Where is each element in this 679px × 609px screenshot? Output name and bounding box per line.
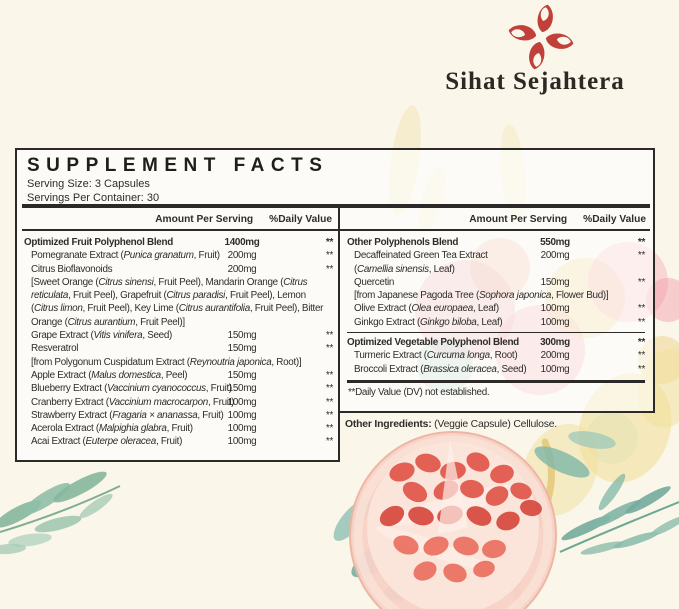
amount-cell: 200mg — [540, 350, 570, 362]
daily-value-header: %Daily Value — [269, 214, 332, 225]
ingredient-name: Olive Extract (Olea europaea, Leaf) — [354, 303, 499, 315]
ingredient-row — [347, 302, 645, 315]
ingredient-name: Strawberry Extract (Fragaria × ananassa, Fruit) — [31, 409, 224, 421]
ingredient-note-row — [347, 289, 645, 302]
daily-value-cell: ** — [637, 250, 645, 262]
daily-value-cell: ** — [637, 316, 645, 328]
ingredient-name: Broccoli Extract (Brassica oleracea, Seed) — [354, 363, 527, 375]
header-thin-rule — [22, 229, 650, 231]
ingredient-row — [347, 316, 645, 329]
column-header-left — [17, 210, 332, 225]
amount-cell: 200mg — [227, 263, 257, 275]
daily-value-cell: ** — [325, 436, 333, 448]
ingredient-name: Blueberry Extract (Vaccinium cyanococcus, Fruit) — [31, 383, 232, 395]
ingredient-name: Acerola Extract (Malpighia glabra, Fruit) — [31, 423, 193, 435]
ingredient-note-row — [347, 263, 645, 276]
daily-value-cell: ** — [637, 350, 645, 362]
ingredient-row — [24, 342, 333, 355]
divider-rule — [347, 332, 645, 333]
column-header-right — [339, 210, 646, 225]
brand-name: Sihat Sejahtera — [445, 68, 625, 95]
daily-value-cell: ** — [325, 383, 333, 395]
daily-value-cell: ** — [325, 423, 333, 435]
amount-cell: 100mg — [227, 423, 257, 435]
amount-cell: 300mg — [540, 337, 570, 349]
ingredient-row — [24, 249, 333, 262]
daily-value-cell: ** — [637, 237, 645, 248]
ingredient-name: Cranberry Extract (Vaccinium macrocarpon, Fruit) — [31, 396, 235, 408]
ingredient-row — [24, 409, 333, 422]
ingredient-note-row — [24, 276, 333, 329]
daily-value-cell: ** — [325, 237, 333, 248]
divider-rule — [347, 380, 645, 383]
amount-cell: 100mg — [227, 436, 257, 448]
daily-value-cell: ** — [637, 276, 645, 288]
ingredient-name: (Camellia sinensis, Leaf) — [354, 263, 455, 275]
pomegranate-watercolor — [350, 432, 556, 609]
ingredient-row — [347, 349, 645, 362]
supplement-facts-panel-right — [339, 148, 655, 413]
amount-cell: 150mg — [227, 330, 257, 342]
amount-cell: 100mg — [227, 409, 257, 421]
panel-title: SUPPLEMENT FACTS — [27, 155, 329, 176]
serving-size: Serving Size: 3 Capsules — [27, 178, 150, 190]
ingredient-name: [from Polygonum Cuspidatum Extract (Reynoutria japonica, Root)] — [31, 356, 302, 368]
daily-value-cell: ** — [637, 363, 645, 375]
ingredient-name: Decaffeinated Green Tea Extract — [354, 250, 488, 262]
amount-cell: 100mg — [540, 363, 570, 375]
ingredient-note-row — [24, 356, 333, 369]
ingredient-row — [24, 236, 333, 249]
ingredient-row — [347, 249, 645, 262]
ingredient-name: Resveratrol — [31, 343, 79, 355]
daily-value-cell: ** — [325, 330, 333, 342]
ingredient-name: Citrus Bioflavonoids — [31, 263, 113, 275]
daily-value-cell: ** — [325, 343, 333, 355]
ingredient-row — [24, 422, 333, 435]
daily-value-cell: ** — [325, 409, 333, 421]
column-divider — [338, 206, 340, 462]
amount-header: Amount Per Serving — [155, 214, 254, 225]
ingredient-name: Ginkgo Extract (Ginkgo biloba, Leaf) — [354, 316, 503, 328]
amount-cell: 150mg — [227, 343, 257, 355]
ingredient-list-left — [24, 236, 333, 449]
amount-cell: 100mg — [540, 316, 570, 328]
brand-flower-logo-icon — [502, 2, 580, 72]
daily-value-cell: ** — [325, 396, 333, 408]
amount-cell: 100mg — [540, 303, 570, 315]
ingredient-row — [24, 329, 333, 342]
daily-value-cell: ** — [325, 250, 333, 262]
ingredient-name: Acai Extract (Euterpe oleracea, Fruit) — [31, 436, 183, 448]
header-thick-rule — [22, 204, 650, 208]
amount-cell: 150mg — [227, 369, 257, 381]
ingredient-row — [347, 236, 645, 249]
ingredient-name: [from Japanese Pagoda Tree (Sophora japonica, Flower Bud)] — [354, 290, 609, 302]
daily-value-header: %Daily Value — [583, 214, 646, 225]
amount-cell: 550mg — [540, 237, 570, 248]
ingredient-name: Optimized Vegetable Polyphenol Blend — [347, 337, 519, 349]
ingredient-row — [347, 363, 645, 376]
amount-cell: 200mg — [227, 250, 257, 262]
amount-header: Amount Per Serving — [469, 214, 568, 225]
other-ingredients-label: Other Ingredients: — [345, 419, 432, 430]
amount-cell: 200mg — [540, 250, 570, 262]
daily-value-cell: ** — [325, 263, 333, 275]
ingredient-row — [347, 276, 645, 289]
ingredient-name: Grape Extract (Vitis vinifera, Seed) — [31, 330, 173, 342]
ingredient-name: Other Polyphenols Blend — [347, 237, 459, 248]
ingredient-row — [24, 263, 333, 276]
footnote-row — [347, 386, 645, 399]
ingredient-name: [Sweet Orange (Citrus sinensi, Fruit Peel), Mandarin Orange (Citrus reticulata, Fruit Peel), Grapefruit (Citrus paradisi, Fruit Peel), Lemon (Citrus limon, Fruit Peel), Key Lime (Citrus aurantifolia, Fruit Peel), Bitter Orange (Citrus aurantium, Fruit Peel)] — [31, 276, 324, 328]
ingredient-row — [347, 336, 645, 349]
ingredient-row — [24, 435, 333, 448]
ingredient-name: **Daily Value (DV) not established. — [348, 386, 490, 398]
ingredient-name: Turmeric Extract (Curcuma longa, Root) — [354, 350, 518, 362]
ingredient-row — [24, 382, 333, 395]
daily-value-cell: ** — [325, 369, 333, 381]
ingredient-name: Optimized Fruit Polyphenol Blend — [24, 237, 173, 248]
leaf-branch-left-icon — [0, 467, 120, 556]
ingredient-row — [24, 369, 333, 382]
amount-cell: 100mg — [227, 396, 257, 408]
daily-value-cell: ** — [637, 337, 645, 349]
other-ingredients — [345, 419, 557, 430]
ingredient-name: Quercetin — [354, 276, 395, 288]
ingredient-name: Pomegranate Extract (Punica granatum, Fruit) — [31, 250, 220, 262]
supplement-facts-panel-left — [15, 148, 339, 462]
daily-value-cell: ** — [637, 303, 645, 315]
amount-cell: 1400mg — [224, 237, 260, 248]
amount-cell: 150mg — [227, 383, 257, 395]
other-ingredients-text: (Veggie Capsule) Cellulose. — [431, 419, 557, 430]
servings-per-container: Servings Per Container: 30 — [27, 192, 160, 204]
ingredient-name: Apple Extract (Malus domestica, Peel) — [31, 369, 188, 381]
amount-cell: 150mg — [540, 276, 570, 288]
ingredient-list-right — [347, 236, 645, 399]
ingredient-row — [24, 396, 333, 409]
